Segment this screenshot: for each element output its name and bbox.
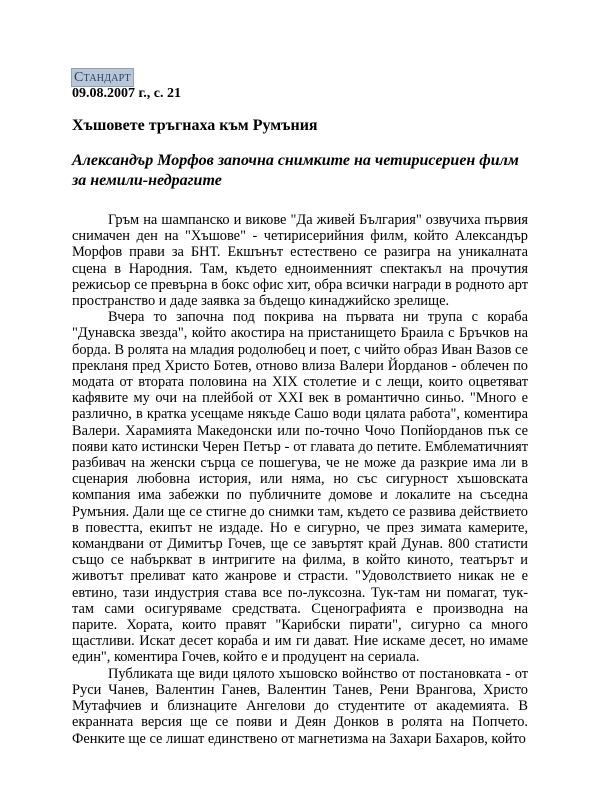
article-subtitle: Александър Морфов започна снимките на четирисериен филм за немили-недрагите (72, 152, 519, 189)
publication-logo: Стандарт (71, 68, 134, 87)
article-paragraph: Гръм на шампанско и викове "Да живей България" озвучиха първия снимачен ден на "Хъшове" - четирисерийния филм, който Александър Морфов прави за БНТ. Екшънът естествено се разигра на уникалната сцена в Народния. Там, където едноименният спектакъл на прочутия режисьор се превърна в бокс офис хит, обра всички награди в родното арт пространство и даде заявка за бъдещо кинаджийско зрелище. (72, 212, 528, 310)
article-title: Хъшовете тръгнаха към Румъния (72, 117, 318, 134)
article-paragraph: Публиката ще види цялото хъшовско войнство от постановката - от Руси Чанев, Валентин Ганев, Валентин Танев, Рени Врангова, Христо Мутафчиев и близнаците Ангелови до студентите от академията. В екранната версия ще се появи и Деян Донков в ролята на Попчето. Фенките ще се лишат единствено от магнетизма на Захари Бахаров, който (72, 665, 528, 747)
article-body (72, 212, 528, 747)
article-paragraph: Вчера то започна под покрива на първата ни трупа с кораба "Дунавска звезда", който акостира на пристанището Браила с Бръчков на борда. В ролята на младия родолюбец и поет, с чийто образ Иван Вазов се прекланя пред Христо Ботев, отново влиза Валери Йорданов - облечен по модата от втората половина на XIX столетие и с лещи, които оцветяват кафявите му очи на плейбой от XXI век в романтично синьо. "Много е различно, в кратка усещаме някъде Сашо води цялата работа", коментира Валери. Харамията Македонски или по-точно Чочо Попйорданов пък се появи като истински Черен Петър - от главата до петите. Емблематичният разбивач на женски сърца се пошегува, че не може да разкрие има ли в сценария любовна история, или няма, но със сигурност хъшовската компания има забежки по публичните домове и локалите на съседна Румъния. Дали ще се стигне до снимки там, където се развива действието в повестта, екипът не издаде. Но е сигурно, че през зимата камерите, командвани от Димитър Гочев, ще се завъртят край Дунав. 800 статисти също се набъркват в интригите на филма, в който киното, театърът и животът преливат като жанрове и страсти. "Удоволствието никак не е евтино, тази индустрия става все по-луксозна. Тук-там ни помагат, тук-там сами осигуряваме средствата. Сценографията е производна на парите. Хората, които правят "Карибски пирати", сигурно са много щастливи. Искат десет кораба и им ги дават. Ние искаме десет, но имаме един", коментира Гочев, който е и продуцент на сериала. (72, 309, 528, 666)
publication-date-page: 09.08.2007 г., с. 21 (72, 86, 181, 101)
